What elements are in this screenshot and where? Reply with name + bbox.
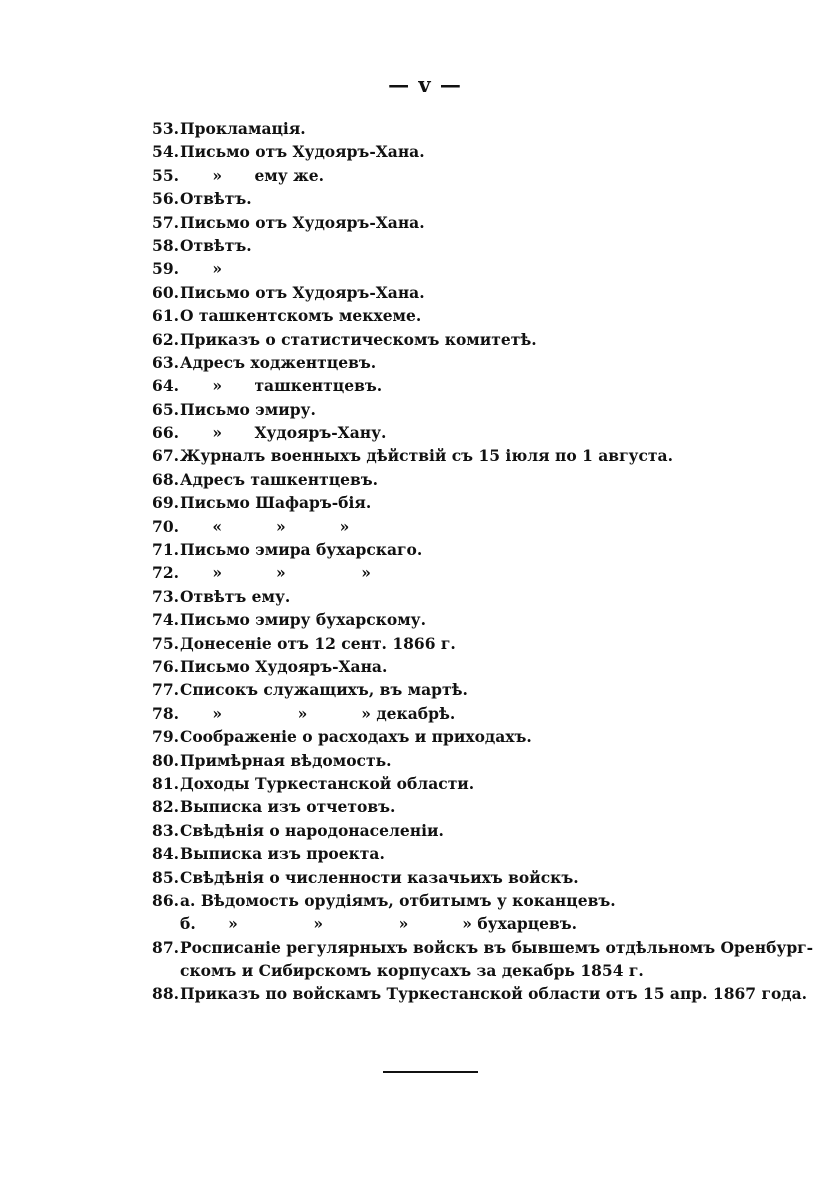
contents-list (145, 117, 814, 1006)
entry-text: Письмо эмира бухарскаго. (180, 540, 423, 560)
entry-number: 62. (152, 329, 179, 349)
entry-text: Свѣдѣнія о численности казачьихъ войскъ. (180, 867, 579, 887)
entry-text: Свѣдѣнія о народонаселеніи. (180, 820, 444, 840)
list-item (145, 491, 745, 514)
list-item (145, 912, 745, 935)
entry-text: « » » (180, 516, 350, 536)
entry-text: Письмо Худояръ-Хана. (180, 656, 388, 676)
list-item (145, 561, 745, 584)
entry-number: 63. (152, 352, 179, 372)
entry-number: 75. (152, 633, 179, 653)
list-item (145, 257, 745, 280)
entry-number: 56. (152, 189, 179, 209)
list-item (145, 889, 745, 912)
list-item (145, 374, 745, 397)
entry-number: 57. (152, 212, 179, 232)
list-item (145, 468, 745, 491)
entry-number: 72. (152, 563, 179, 583)
entry-number: 74. (152, 610, 179, 630)
entry-text: Журналъ военныхъ дѣйствій съ 15 іюля по 1 августа. (180, 446, 673, 466)
entry-number: 81. (152, 773, 179, 793)
list-item (145, 444, 745, 467)
entry-number: 82. (152, 797, 179, 817)
list-item (145, 585, 745, 608)
entry-text: Приказъ о статистическомъ комитетѣ. (180, 329, 537, 349)
list-item (145, 304, 745, 327)
entry-text: Адресъ ташкентцевъ. (180, 469, 379, 489)
list-item (145, 819, 745, 842)
entry-number: 64. (152, 376, 179, 396)
entry-number: 73. (152, 586, 179, 606)
list-item (145, 515, 745, 538)
entry-text: б. » » » » бухарцевъ. (180, 914, 578, 934)
list-item (145, 725, 745, 748)
entry-text: скомъ и Сибирскомъ корпусахъ за декабрь 1854 г. (180, 961, 644, 981)
list-item (145, 608, 745, 631)
entry-text: Письмо отъ Худояръ-Хана. (180, 212, 425, 232)
list-item (145, 398, 745, 421)
entry-number: 68. (152, 469, 179, 489)
list-item (145, 702, 745, 725)
entry-number: 70. (152, 516, 179, 536)
list-item (145, 866, 745, 889)
list-item (145, 328, 745, 351)
entry-number: 55. (152, 165, 179, 185)
list-item (145, 117, 745, 140)
page-number: — v — (388, 72, 462, 97)
entry-text: Отвѣтъ ему. (180, 586, 291, 606)
entry-text: » Худояръ-Хану. (180, 423, 387, 443)
entry-number: 53. (152, 119, 179, 138)
list-item (145, 655, 745, 678)
entry-text: Отвѣтъ. (180, 189, 252, 209)
entry-text: О ташкентскомъ мекхеме. (180, 306, 422, 326)
entry-text: а. Вѣдомость орудіямъ, отбитымъ у коканцевъ. (180, 890, 616, 910)
entry-text: Доходы Туркестанской области. (180, 773, 475, 793)
entry-number: 76. (152, 656, 179, 676)
list-item (145, 749, 745, 772)
list-item (145, 187, 745, 210)
list-item (145, 538, 745, 561)
entry-number: 58. (152, 235, 179, 255)
entry-text: » » » декабрѣ. (180, 703, 456, 723)
list-item (145, 982, 808, 1005)
entry-text: » » » (180, 563, 371, 583)
list-item (145, 351, 745, 374)
entry-number: 65. (152, 399, 179, 419)
entry-number: 77. (152, 680, 179, 700)
entry-number: 88. (152, 984, 179, 1004)
list-item (145, 234, 745, 257)
entry-number: 69. (152, 493, 179, 513)
entry-text: » ему же. (180, 165, 324, 185)
entry-text: Письмо отъ Худояръ-Хана. (180, 282, 425, 302)
entry-number: 71. (152, 540, 179, 560)
entry-text: Донесеніе отъ 12 сент. 1866 г. (180, 633, 456, 653)
entry-text: Росписаніе регулярныхъ войскъ въ бывшемъ отдѣльномъ Оренбург- (180, 937, 814, 957)
list-item (145, 632, 745, 655)
entry-text: Письмо Шафаръ-бія. (180, 493, 372, 513)
entry-text: Соображеніе о расходахъ и приходахъ. (180, 727, 532, 747)
entry-text: Примѣрная вѣдомость. (180, 750, 392, 770)
entry-number: 79. (152, 727, 179, 747)
list-item (145, 678, 745, 701)
list-item (145, 140, 745, 163)
entry-number: 87. (152, 937, 179, 957)
entry-number: 80. (152, 750, 179, 770)
list-item (145, 164, 745, 187)
entry-number: 61. (152, 306, 179, 326)
closing-rule (383, 1071, 478, 1073)
entry-number: 67. (152, 446, 179, 466)
entry-number: 54. (152, 142, 179, 162)
entry-text: Приказъ по войскамъ Туркестанской области отъ 15 апр. 1867 года. (180, 984, 808, 1004)
entry-text: Письмо эмиру. (180, 399, 316, 419)
entry-number: 86. (152, 890, 179, 910)
entry-text: Списокъ служащихъ, въ мартѣ. (180, 680, 468, 700)
entry-text: Прокламація. (180, 119, 306, 138)
entry-text: Отвѣтъ. (180, 235, 252, 255)
entry-text: Письмо отъ Худояръ-Хана. (180, 142, 425, 162)
entry-text: Выписка изъ проекта. (180, 844, 385, 864)
entry-text: » (180, 259, 223, 279)
entry-text: » ташкентцевъ. (180, 376, 383, 396)
list-item (145, 421, 745, 444)
list-item (145, 772, 745, 795)
entry-text: Выписка изъ отчетовъ. (180, 797, 396, 817)
list-item (145, 281, 745, 304)
list-item (145, 842, 745, 865)
list-item (145, 936, 814, 959)
entry-number: 66. (152, 423, 179, 443)
entry-number: 83. (152, 820, 179, 840)
entry-number: 85. (152, 867, 179, 887)
list-item (145, 795, 745, 818)
entry-text: Адресъ ходжентцевъ. (180, 352, 377, 372)
entry-number: 78. (152, 703, 179, 723)
entry-text: Письмо эмиру бухарскому. (180, 610, 426, 630)
entry-number: 60. (152, 282, 179, 302)
entry-number: 59. (152, 259, 179, 279)
entry-number: 84. (152, 844, 179, 864)
list-item (145, 959, 745, 982)
list-item (145, 211, 745, 234)
